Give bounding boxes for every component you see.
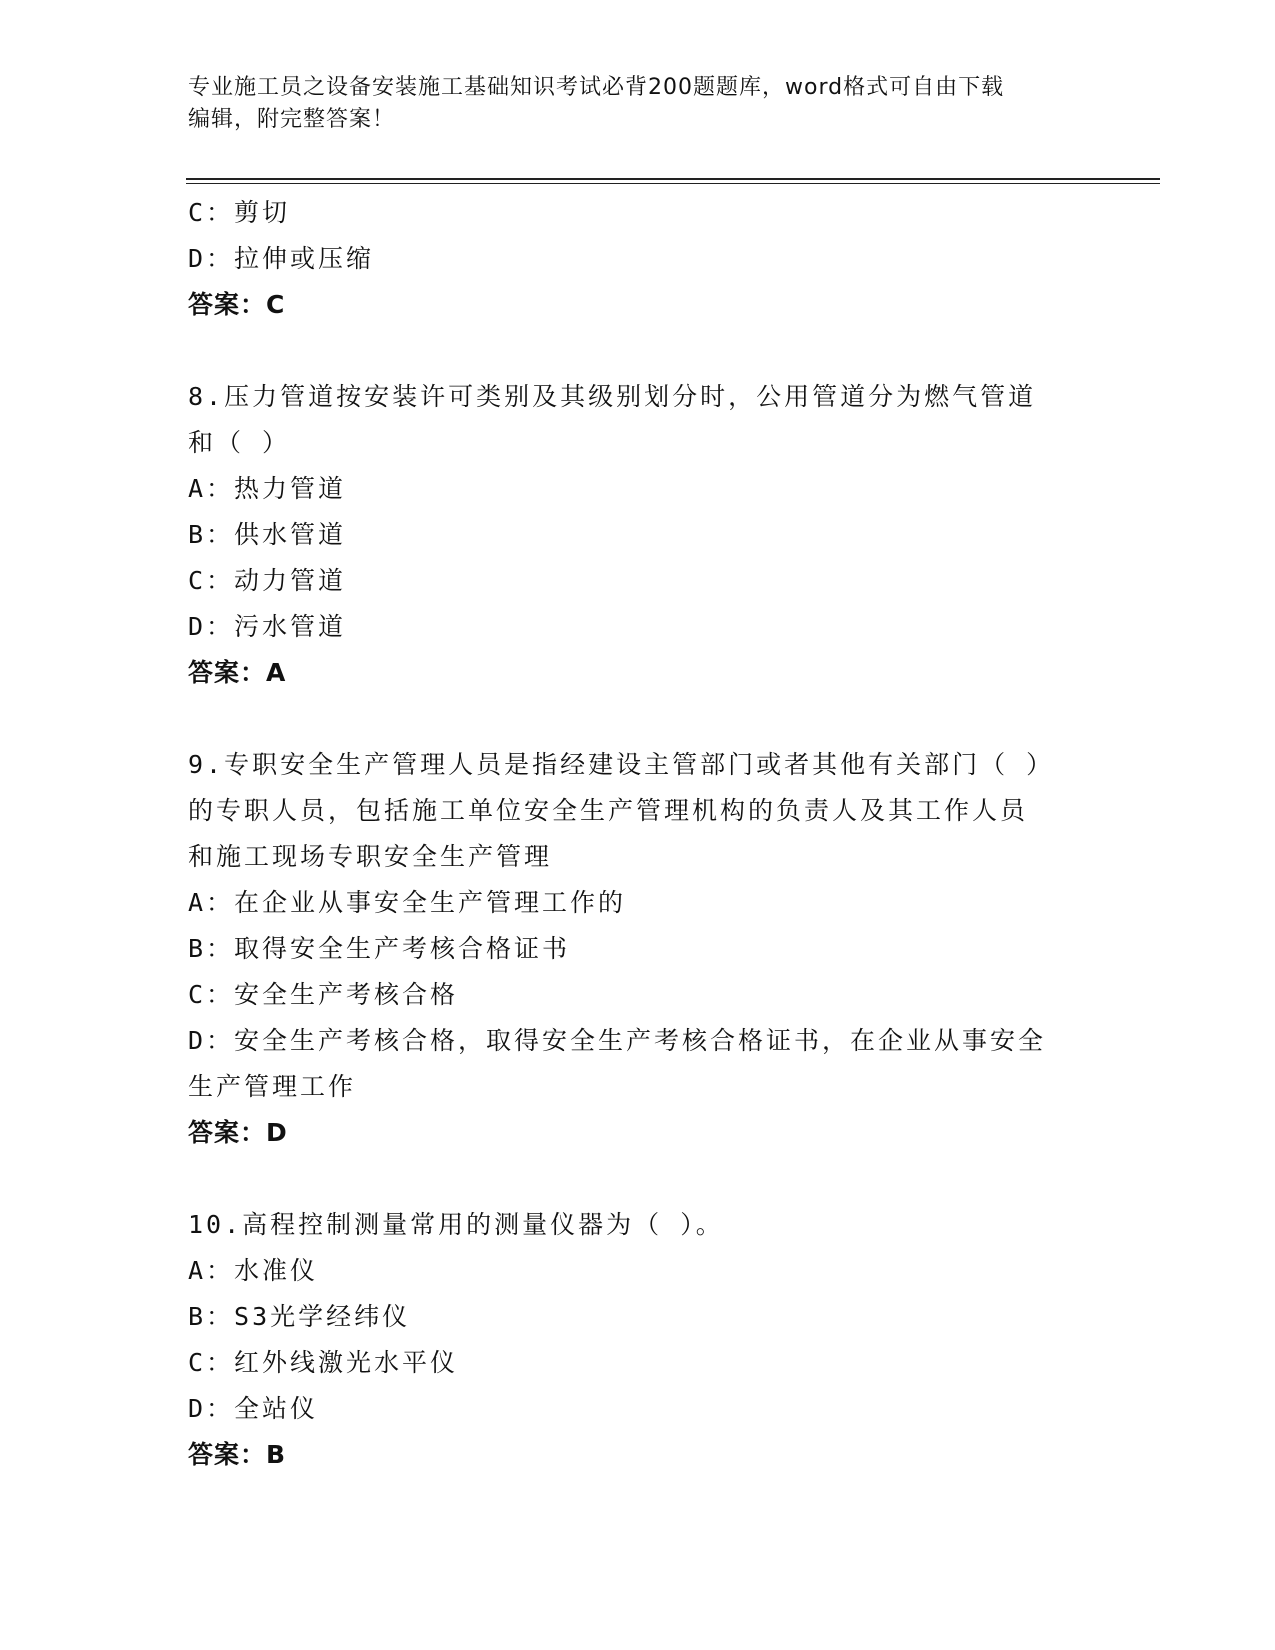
- q9-text-line-2: 的专职人员，包括施工单位安全生产管理机构的负责人及其工作人员: [188, 796, 1029, 825]
- q10-option-b: B：S3光学经纬仪: [188, 1302, 411, 1331]
- q8-option-b: B：供水管道: [188, 520, 347, 549]
- q8-option-a: A：热力管道: [188, 474, 347, 503]
- q9-option-b: B：取得安全生产考核合格证书: [188, 934, 571, 963]
- spacer: [188, 696, 1088, 742]
- header-divider-thick: [186, 178, 1160, 180]
- q8-option-d: D：污水管道: [188, 612, 347, 641]
- q10-text-line-1: 10.高程控制测量常用的测量仪器为（ ）。: [188, 1210, 724, 1239]
- question-8: [188, 374, 1088, 696]
- document-header: [188, 72, 1068, 136]
- q10-option-d: D：全站仪: [188, 1394, 319, 1423]
- q10-answer: 答案：B: [188, 1440, 287, 1469]
- question-9: [188, 742, 1088, 1156]
- q9-option-d-line-1: D：安全生产考核合格，取得安全生产考核合格证书，在企业从事安全: [188, 1026, 1047, 1055]
- spacer: [188, 1156, 1088, 1202]
- q7-option-d: D：拉伸或压缩: [188, 244, 375, 273]
- q7-option-c: C：剪切: [188, 198, 291, 227]
- q10-option-c: C：红外线激光水平仪: [188, 1348, 459, 1377]
- q9-text-line-3: 和施工现场专职安全生产管理: [188, 842, 553, 871]
- question-10: [188, 1202, 1088, 1478]
- q7-answer: 答案：C: [188, 290, 286, 319]
- header-divider-thin: [186, 183, 1160, 184]
- q8-text-line-2: 和（ ）: [188, 428, 291, 457]
- q9-text-line-1: 9.专职安全生产管理人员是指经建设主管部门或者其他有关部门（ ）: [188, 750, 1055, 779]
- q9-answer: 答案：D: [188, 1118, 288, 1147]
- q8-option-c: C：动力管道: [188, 566, 347, 595]
- q8-text-line-1: 8.压力管道按安装许可类别及其级别划分时，公用管道分为燃气管道: [188, 382, 1037, 411]
- question-list: [188, 190, 1088, 1478]
- q9-option-c: C：安全生产考核合格: [188, 980, 459, 1009]
- header-title-line-2: 编辑，附完整答案！: [188, 107, 396, 132]
- q9-option-a: A：在企业从事安全生产管理工作的: [188, 888, 627, 917]
- q8-answer: 答案：A: [188, 658, 287, 687]
- q9-option-d-line-2: 生产管理工作: [188, 1072, 357, 1101]
- header-title-line-1: 专业施工员之设备安装施工基础知识考试必背200题题库，word格式可自由下载: [188, 75, 1005, 100]
- question-7-tail: [188, 190, 1088, 328]
- spacer: [188, 328, 1088, 374]
- q10-option-a: A：水准仪: [188, 1256, 319, 1285]
